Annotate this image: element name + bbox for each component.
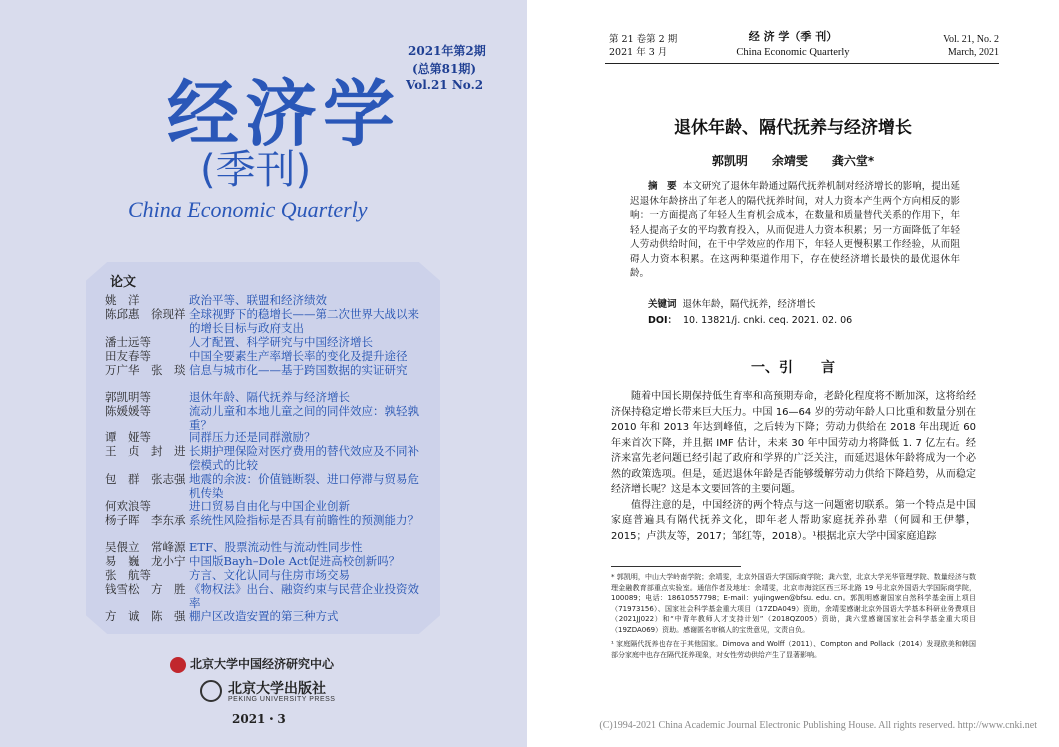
- cover-issue-total: (总第81期): [412, 62, 477, 76]
- paragraph: 值得注意的是，中国经济的两个特点与这一问题密切联系。第一个特点是中国家庭普遍具有隔代抚养文化，即年老人帮助家庭抚养孙辈（何圆和王伊攀，2015；卢洪友等，2017；邹红等，2018）。¹根据北京大学中国家庭追踪: [611, 499, 976, 542]
- cover-title-english: China Economic Quarterly: [128, 197, 368, 222]
- toc-title: 中国全要素生产率增长率的变化及提升途径: [189, 349, 408, 363]
- abstract-text: 本文研究了退休年龄通过隔代抚养机制对经济增长的影响，提出延迟退休年龄挤出了年老人的隔代抚养时间，对人力资本产生两个方向相反的影响：一方面提高了年轻人生育机会成本，在数量和质量替代关系的作用下，年轻人提高子女的平均教育投入，从而促进人力资本积累；另一方面降低了年轻人劳动供给时间，在干中学效应的作用下，年轻人更慢积累工作经验，从而阻碍人力资本积累。在这两种渠道作用下，存在使经济增长最快的最优退休年龄。: [630, 181, 960, 279]
- body-text: [611, 389, 976, 544]
- toc-author: 郭凯明等: [105, 390, 151, 404]
- cover-subtitle-chinese: (季刊): [200, 147, 312, 193]
- header-volume-en: Vol. 21, No. 2: [943, 34, 999, 45]
- press-name: 北京大学出版社: [228, 681, 326, 697]
- toc-author: 陈媛媛等: [105, 404, 151, 418]
- keywords-label: 关键词: [648, 299, 677, 310]
- header-date-zh: 2021 年 3 月: [609, 47, 668, 58]
- cover-title-chinese: 经济学: [167, 72, 402, 156]
- article-page: [527, 0, 1059, 747]
- paper-title: 退休年龄、隔代抚养与经济增长: [674, 118, 912, 138]
- toc-author: 万广华 张 琰: [105, 363, 186, 377]
- toc-title: 棚户区改造安置的第三种方式: [189, 609, 339, 623]
- header-journal-zh: 经 济 学（季 刊）: [748, 30, 838, 43]
- econ-center-logo: [170, 655, 334, 673]
- header-date-en: March, 2021: [947, 47, 999, 58]
- toc-title: 退休年龄、隔代抚养与经济增长: [189, 390, 350, 404]
- keywords: [648, 296, 816, 310]
- toc-title: ETF、股票流动性与流动性同步性: [189, 540, 363, 554]
- toc-title: 人才配置、科学研究与中国经济增长: [189, 335, 373, 349]
- cover-year: 2021・3: [232, 712, 286, 726]
- journal-cover: [0, 0, 527, 747]
- toc-author: 潘士远等: [105, 335, 151, 349]
- toc-author: 姚 洋: [105, 293, 140, 307]
- copyright-notice: (C)1994-2021 China Academic Journal Electronic Publishing House. All rights reserved. http://www.cnki.net: [599, 720, 1037, 731]
- toc-heading: 论文: [110, 275, 137, 290]
- toc-title: 长期护理保险对医疗费用的替代效应及不同补偿模式的比较: [189, 444, 419, 472]
- toc-author: 易 巍 龙小宁: [105, 554, 186, 568]
- toc-author: 包 群 张志强: [105, 472, 186, 486]
- toc-title: 同群压力还是同群激励？: [189, 430, 316, 444]
- doi-link[interactable]: 10. 13821/j. cnki. ceq. 2021. 02. 06: [683, 315, 853, 326]
- abstract: [630, 180, 960, 282]
- toc-title: 信息与城市化——基于跨国数据的实证研究: [189, 363, 408, 377]
- toc-author: 杨子晖 李东承: [105, 513, 186, 527]
- toc-title: 政治平等、联盟和经济绩效: [189, 293, 327, 307]
- paragraph: 随着中国长期保持低生育率和高预期寿命，老龄化程度将不断加深，这将给经济保持稳定增长带来巨大压力。中国 16—64 岁的劳动年龄人口比重和数量分别在 2010 年和 2013 年达到峰值，之后转为下降；劳动力供给在 2018 年出现近 60 年来首次下降，并且据 IMF 估计，未来 30 年中国劳动力将降低 1. 7 亿左右。经济来富先老问题已经引起了政府和学界的广泛关注，而延迟退休年龄将成为一个必然的政策选项。但是，延迟退休年龄是否能够缓解劳动力供给下降趋势，从而稳定经济增长呢？这是本文要回答的主要问题。: [611, 391, 976, 495]
- header-rule: [605, 63, 999, 64]
- toc-author: 王 贞 封 进: [105, 444, 186, 458]
- header-journal-en: China Economic Quarterly: [736, 47, 850, 58]
- section-heading: 一、引 言: [751, 360, 835, 376]
- toc-title: 进口贸易自由化与中国企业创新: [189, 499, 350, 513]
- keywords-text: 退休年龄，隔代抚养，经济增长: [682, 299, 816, 310]
- toc-author: 张 航等: [105, 568, 151, 582]
- cover-issue-number: 2021年第2期: [408, 44, 486, 58]
- toc-author: 方 诚 陈 强: [105, 609, 186, 623]
- footnotes: [611, 572, 976, 660]
- header-volume-zh: 第 21 卷第 2 期: [609, 34, 678, 45]
- toc-author: 田友春等: [105, 349, 151, 363]
- ccer-logo-icon: [170, 657, 186, 673]
- toc-title: 系统性风险指标是否具有前瞻性的预测能力？: [189, 513, 419, 527]
- press-name-english: PEKING UNIVERSITY PRESS: [228, 696, 336, 703]
- toc-title: 流动儿童和本地儿童之间的同伴效应：孰轻孰重？: [189, 404, 419, 432]
- toc-author: 何欢浪等: [105, 499, 151, 513]
- footnote-author-info: * 郭凯明，中山大学岭南学院；余靖雯，北京外国语大学国际商学院；龚六堂，北京大学光华管理学院、数量经济与数理金融教育部重点实验室。通信作者及地址：余靖雯，北京市海淀区西三环北路 19 号北京外国语大学国际商学院，100089；电话：18610557798；E-mail：yujingwen@bfsu. edu. cn。郭凯明感谢国家自然科学基金面上项目（71973156）、国家社会科学基金重大项目（17ZDA049）资助，余靖雯感谢北京外国语大学基本科研业务费项目（2021JJ022）和“中青年教师人才支持计划”（2018QZ005）资助，龚六堂感谢国家社会科学基金重大项目（19ZDA069）资助。感谢匿名审稿人的宝贵意见，文责自负。: [611, 573, 976, 634]
- toc-title: 全球视野下的稳增长——第二次世界大战以来的增长目标与政府支出: [189, 307, 419, 335]
- pku-emblem-icon: [200, 680, 222, 702]
- toc-title: 地震的余波：价值链断裂、进口停滞与贸易危机传染: [189, 472, 419, 500]
- econ-center-name: 北京大学中国经济研究中心: [190, 657, 335, 671]
- footnote-rule: [611, 566, 741, 567]
- toc-author: 陈邱惠 徐现祥: [105, 307, 186, 321]
- cover-volume: Vol.21 No.2: [406, 78, 484, 92]
- doi-label: DOI：: [648, 315, 677, 326]
- abstract-label: 摘 要: [648, 181, 677, 192]
- footnote-1: ¹ 家庭隔代抚养也存在于其他国家。Dimova and Wolff（2011）、Compton and Pollack（2014）发现欧美和韩国部分家庭中也存在隔代抚养现象，对女性劳动供给产生了显著影响。: [611, 640, 976, 659]
- toc-title: 《物权法》出台、融资约束与民营企业投资效率: [189, 582, 419, 610]
- toc-author: 谭 娅等: [105, 430, 151, 444]
- toc-title: 方言、文化认同与住房市场交易: [189, 568, 350, 582]
- paper-authors: 郭凯明 余靖雯 龚六堂*: [711, 154, 875, 168]
- toc-author: 钱雪松 方 胜: [105, 582, 186, 596]
- toc-author: 吴偎立 常峰源: [105, 540, 186, 554]
- toc-title: 中国版Bayh–Dole Act促进高校创新吗？: [189, 554, 401, 568]
- doi: [648, 312, 852, 326]
